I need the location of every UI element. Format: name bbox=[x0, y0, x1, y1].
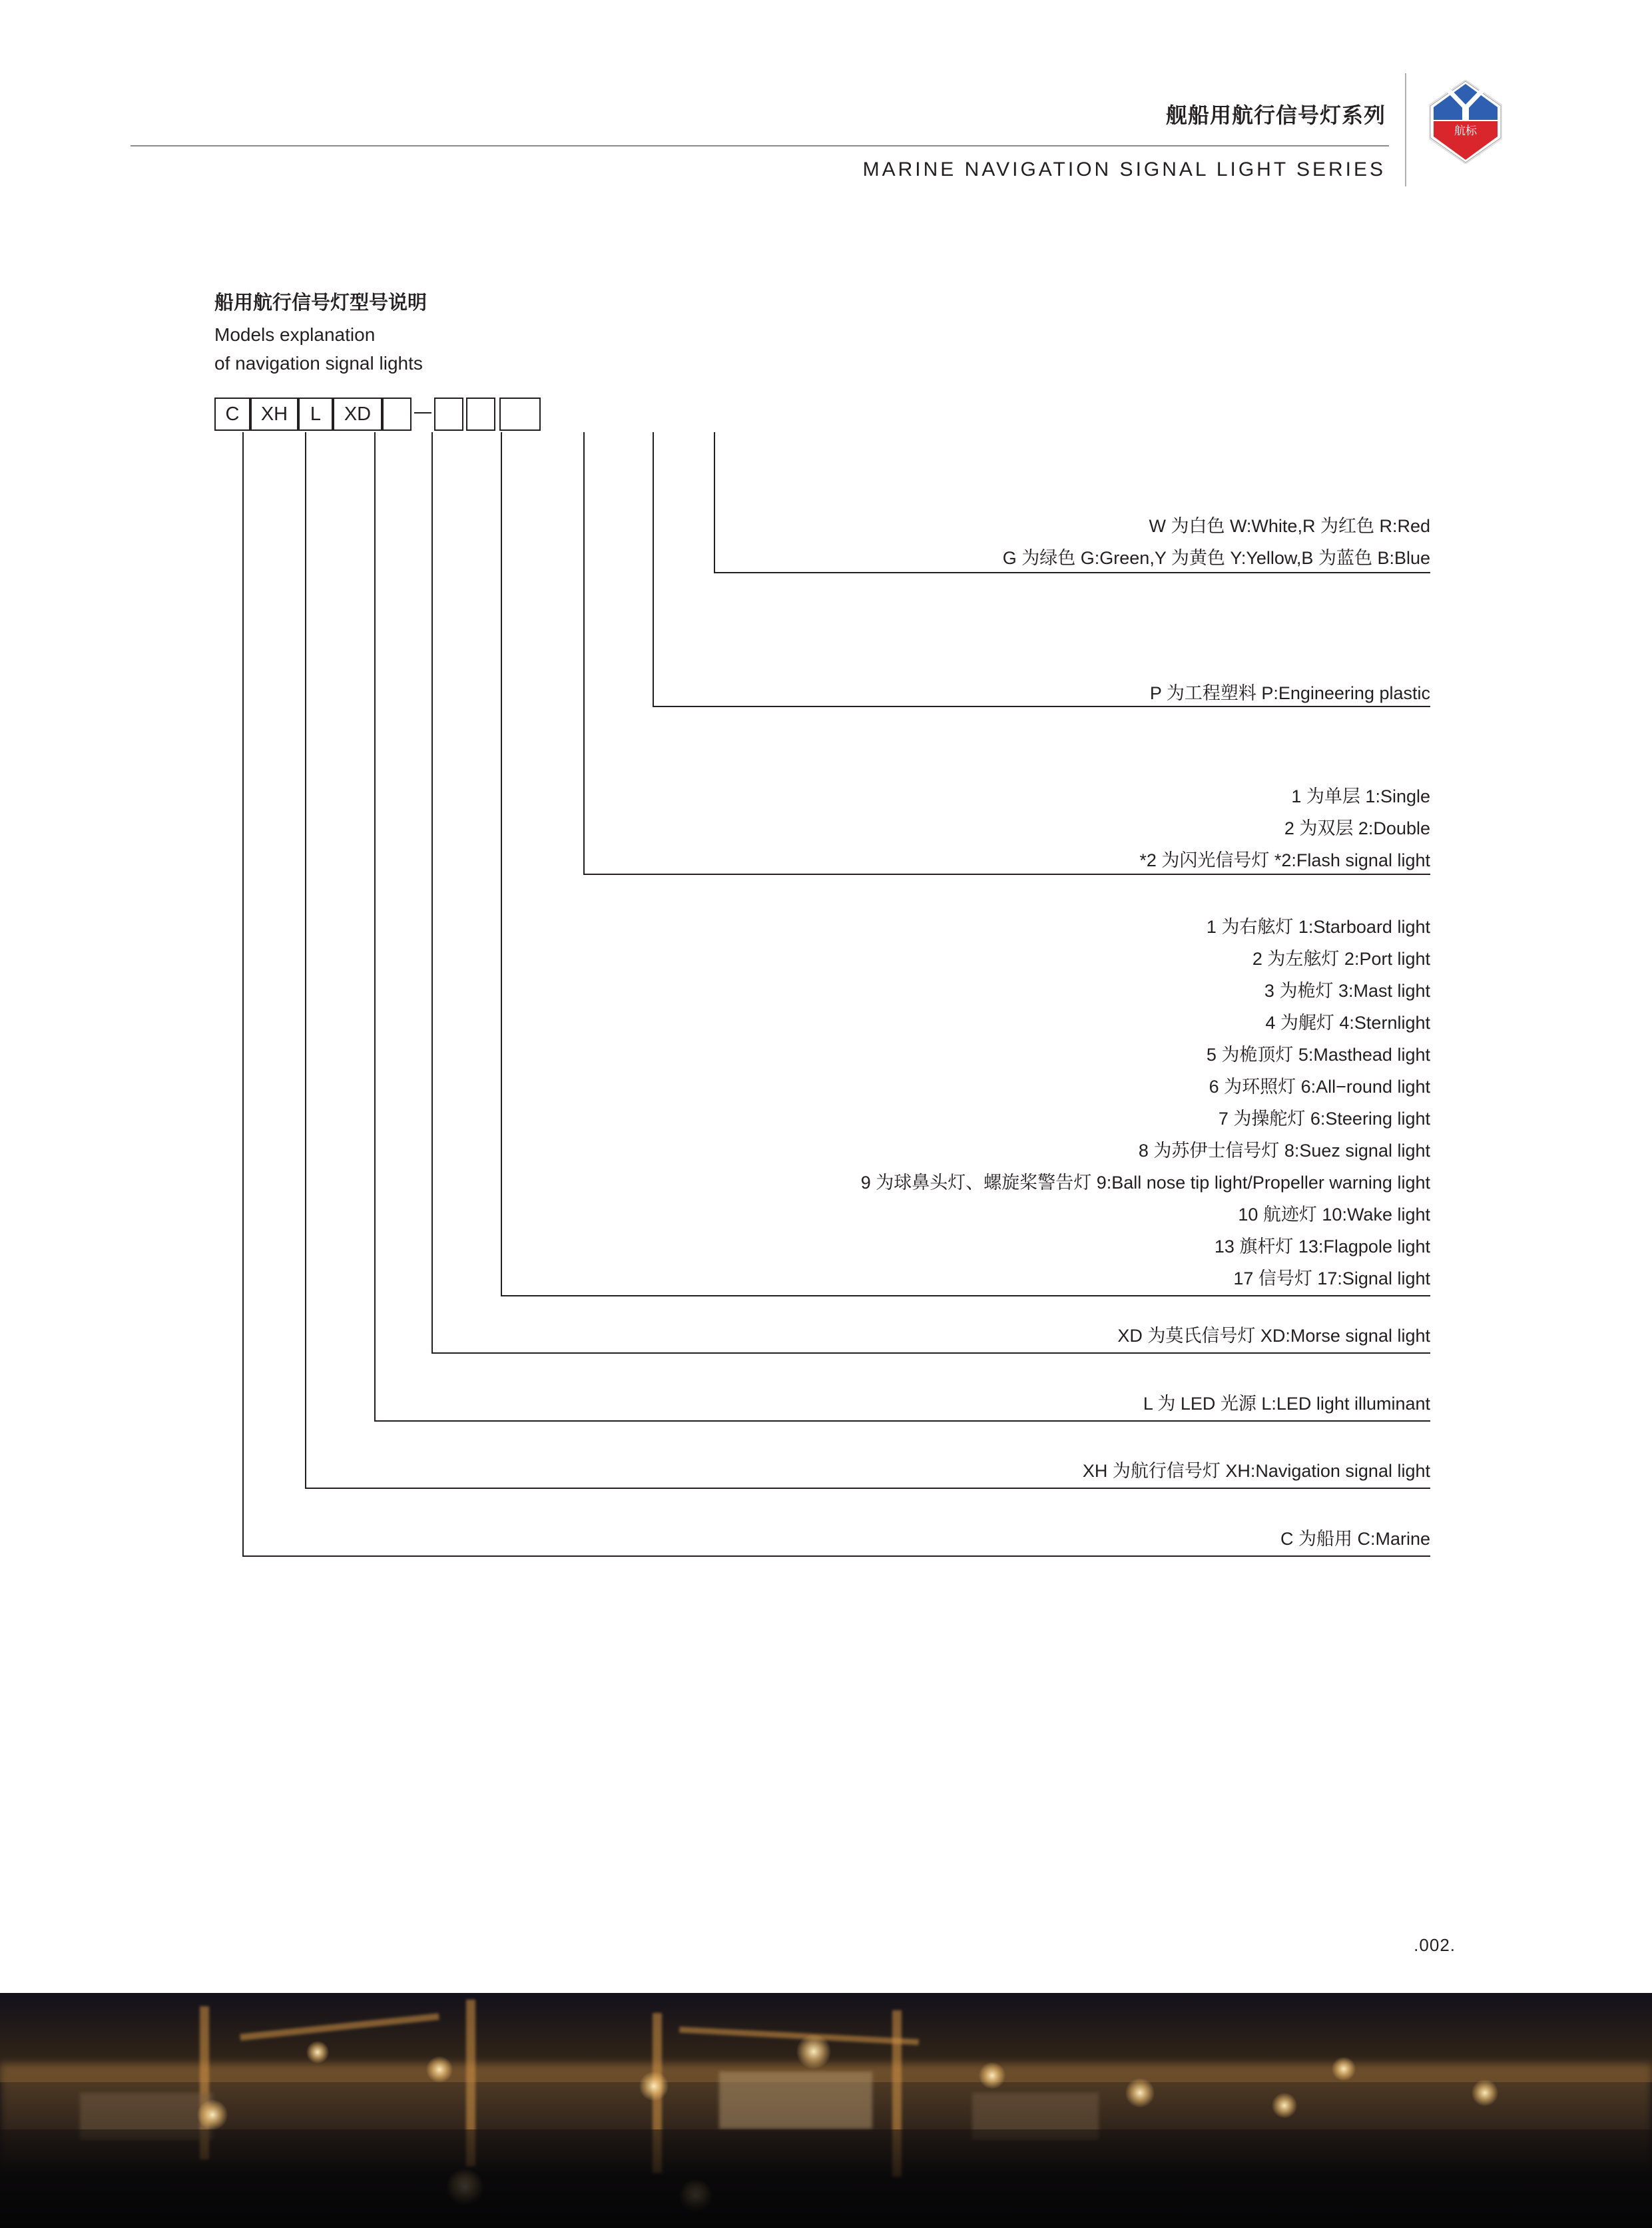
page-number: .002. bbox=[1414, 1935, 1456, 1955]
leader-line-color-vertical bbox=[714, 432, 715, 573]
section-title-chinese: 船用航行信号灯型号说明 bbox=[214, 292, 427, 314]
photo-light-6 bbox=[1125, 2078, 1155, 2107]
header-vertical-divider bbox=[1405, 73, 1406, 186]
leader-line-morse-vertical bbox=[431, 432, 433, 1354]
leader-line-navigation-horizontal bbox=[305, 1488, 1430, 1489]
photo-light-3 bbox=[639, 2072, 669, 2101]
annotation-morse-line1: XD 为莫氏信号灯 XD:Morse signal light bbox=[1117, 1326, 1430, 1346]
annotation-material-line1: P 为工程塑料 P:Engineering plastic bbox=[1149, 683, 1430, 703]
section-title-english-line1: Models explanation bbox=[214, 324, 376, 345]
header-divider-line bbox=[131, 145, 1389, 146]
annotation-layer-line2: 2 为双层 2:Double bbox=[1284, 818, 1430, 838]
annotation-type-line1: 1 为右舷灯 1:Starboard light bbox=[1206, 917, 1430, 937]
code-box-color bbox=[499, 398, 541, 431]
annotation-type-line6: 6 为环照灯 6:All−round light bbox=[1209, 1077, 1430, 1097]
annotation-type-line3: 3 为桅灯 3:Mast light bbox=[1264, 981, 1430, 1001]
leader-line-material-vertical bbox=[653, 432, 654, 707]
annotation-type-line2: 2 为左舷灯 2:Port light bbox=[1252, 949, 1430, 969]
annotation-type-line11: 13 旗杆灯 13:Flagpole light bbox=[1214, 1237, 1430, 1256]
leader-line-color-horizontal bbox=[714, 572, 1430, 573]
code-box-type bbox=[382, 398, 412, 431]
annotation-navigation-line1: XH 为航行信号灯 XH:Navigation signal light bbox=[1082, 1461, 1430, 1481]
annotation-type-line4: 4 为艉灯 4:Sternlight bbox=[1265, 1013, 1430, 1033]
leader-line-layer-horizontal bbox=[583, 874, 1430, 875]
annotation-type-line5: 5 为桅顶灯 5:Masthead light bbox=[1206, 1045, 1430, 1065]
photo-light-10 bbox=[1332, 2057, 1356, 2081]
leader-line-led-vertical bbox=[374, 432, 376, 1422]
photo-light-11 bbox=[1472, 2080, 1498, 2106]
annotation-led-line1: L 为 LED 光源 L:LED light illuminant bbox=[1143, 1394, 1430, 1414]
photo-light-1 bbox=[197, 2099, 228, 2130]
page-header bbox=[0, 0, 1652, 220]
photo-foreground-layer bbox=[0, 2129, 1652, 2228]
photo-light-12 bbox=[306, 2041, 329, 2064]
svg-text:航标: 航标 bbox=[1454, 125, 1477, 138]
footer-port-photo bbox=[0, 1993, 1652, 2228]
photo-light-5 bbox=[979, 2062, 1005, 2089]
leader-line-type-vertical bbox=[501, 432, 502, 1296]
photo-light-4 bbox=[796, 2034, 831, 2069]
annotation-layer-line3: *2 为闪光信号灯 *2:Flash signal light bbox=[1139, 850, 1430, 870]
leader-line-led-horizontal bbox=[374, 1420, 1430, 1422]
photo-container-block-1 bbox=[719, 2072, 872, 2129]
leader-line-layer-vertical bbox=[583, 432, 585, 875]
leader-line-type-horizontal bbox=[501, 1295, 1430, 1296]
annotation-color-line1: W 为白色 W:White,R 为红色 R:Red bbox=[1149, 516, 1430, 536]
code-box-material bbox=[466, 398, 495, 431]
annotation-type-line10: 10 航迹灯 10:Wake light bbox=[1238, 1205, 1430, 1225]
annotation-type-line12: 17 信号灯 17:Signal light bbox=[1233, 1268, 1430, 1288]
code-box-c: C bbox=[214, 398, 250, 431]
annotation-type-line9: 9 为球鼻头灯、螺旋桨警告灯 9:Ball nose tip light/Propeller warning light bbox=[860, 1173, 1430, 1193]
leader-line-navigation-vertical bbox=[305, 432, 306, 1489]
annotation-type-line7: 7 为操舵灯 6:Steering light bbox=[1218, 1109, 1430, 1129]
annotation-layer-line1: 1 为单层 1:Single bbox=[1291, 786, 1430, 806]
annotation-marine-line1: C 为船用 C:Marine bbox=[1280, 1529, 1430, 1549]
code-box-xh: XH bbox=[250, 398, 298, 431]
code-box-l: L bbox=[298, 398, 333, 431]
photo-light-7 bbox=[1272, 2093, 1297, 2118]
header-title-english: MARINE NAVIGATION SIGNAL LIGHT SERIES bbox=[862, 158, 1386, 180]
header-title-chinese: 舰船用航行信号灯系列 bbox=[1165, 103, 1386, 127]
leader-line-material-horizontal bbox=[653, 706, 1430, 707]
code-separator-dash bbox=[414, 412, 431, 414]
annotation-color-line2: G 为绿色 G:Green,Y 为黄色 Y:Yellow,B 为蓝色 B:Blue bbox=[1002, 548, 1430, 568]
photo-light-2 bbox=[426, 2056, 453, 2083]
annotation-type-line8: 8 为苏伊士信号灯 8:Suez signal light bbox=[1138, 1141, 1430, 1161]
section-title-english-line2: of navigation signal lights bbox=[214, 353, 423, 374]
code-box-xd: XD bbox=[333, 398, 382, 431]
leader-line-marine-vertical bbox=[242, 432, 244, 1557]
company-diamond-logo-icon bbox=[1429, 80, 1502, 164]
leader-line-morse-horizontal bbox=[431, 1352, 1430, 1354]
code-box-layer bbox=[434, 398, 463, 431]
leader-line-marine-horizontal bbox=[242, 1555, 1430, 1557]
